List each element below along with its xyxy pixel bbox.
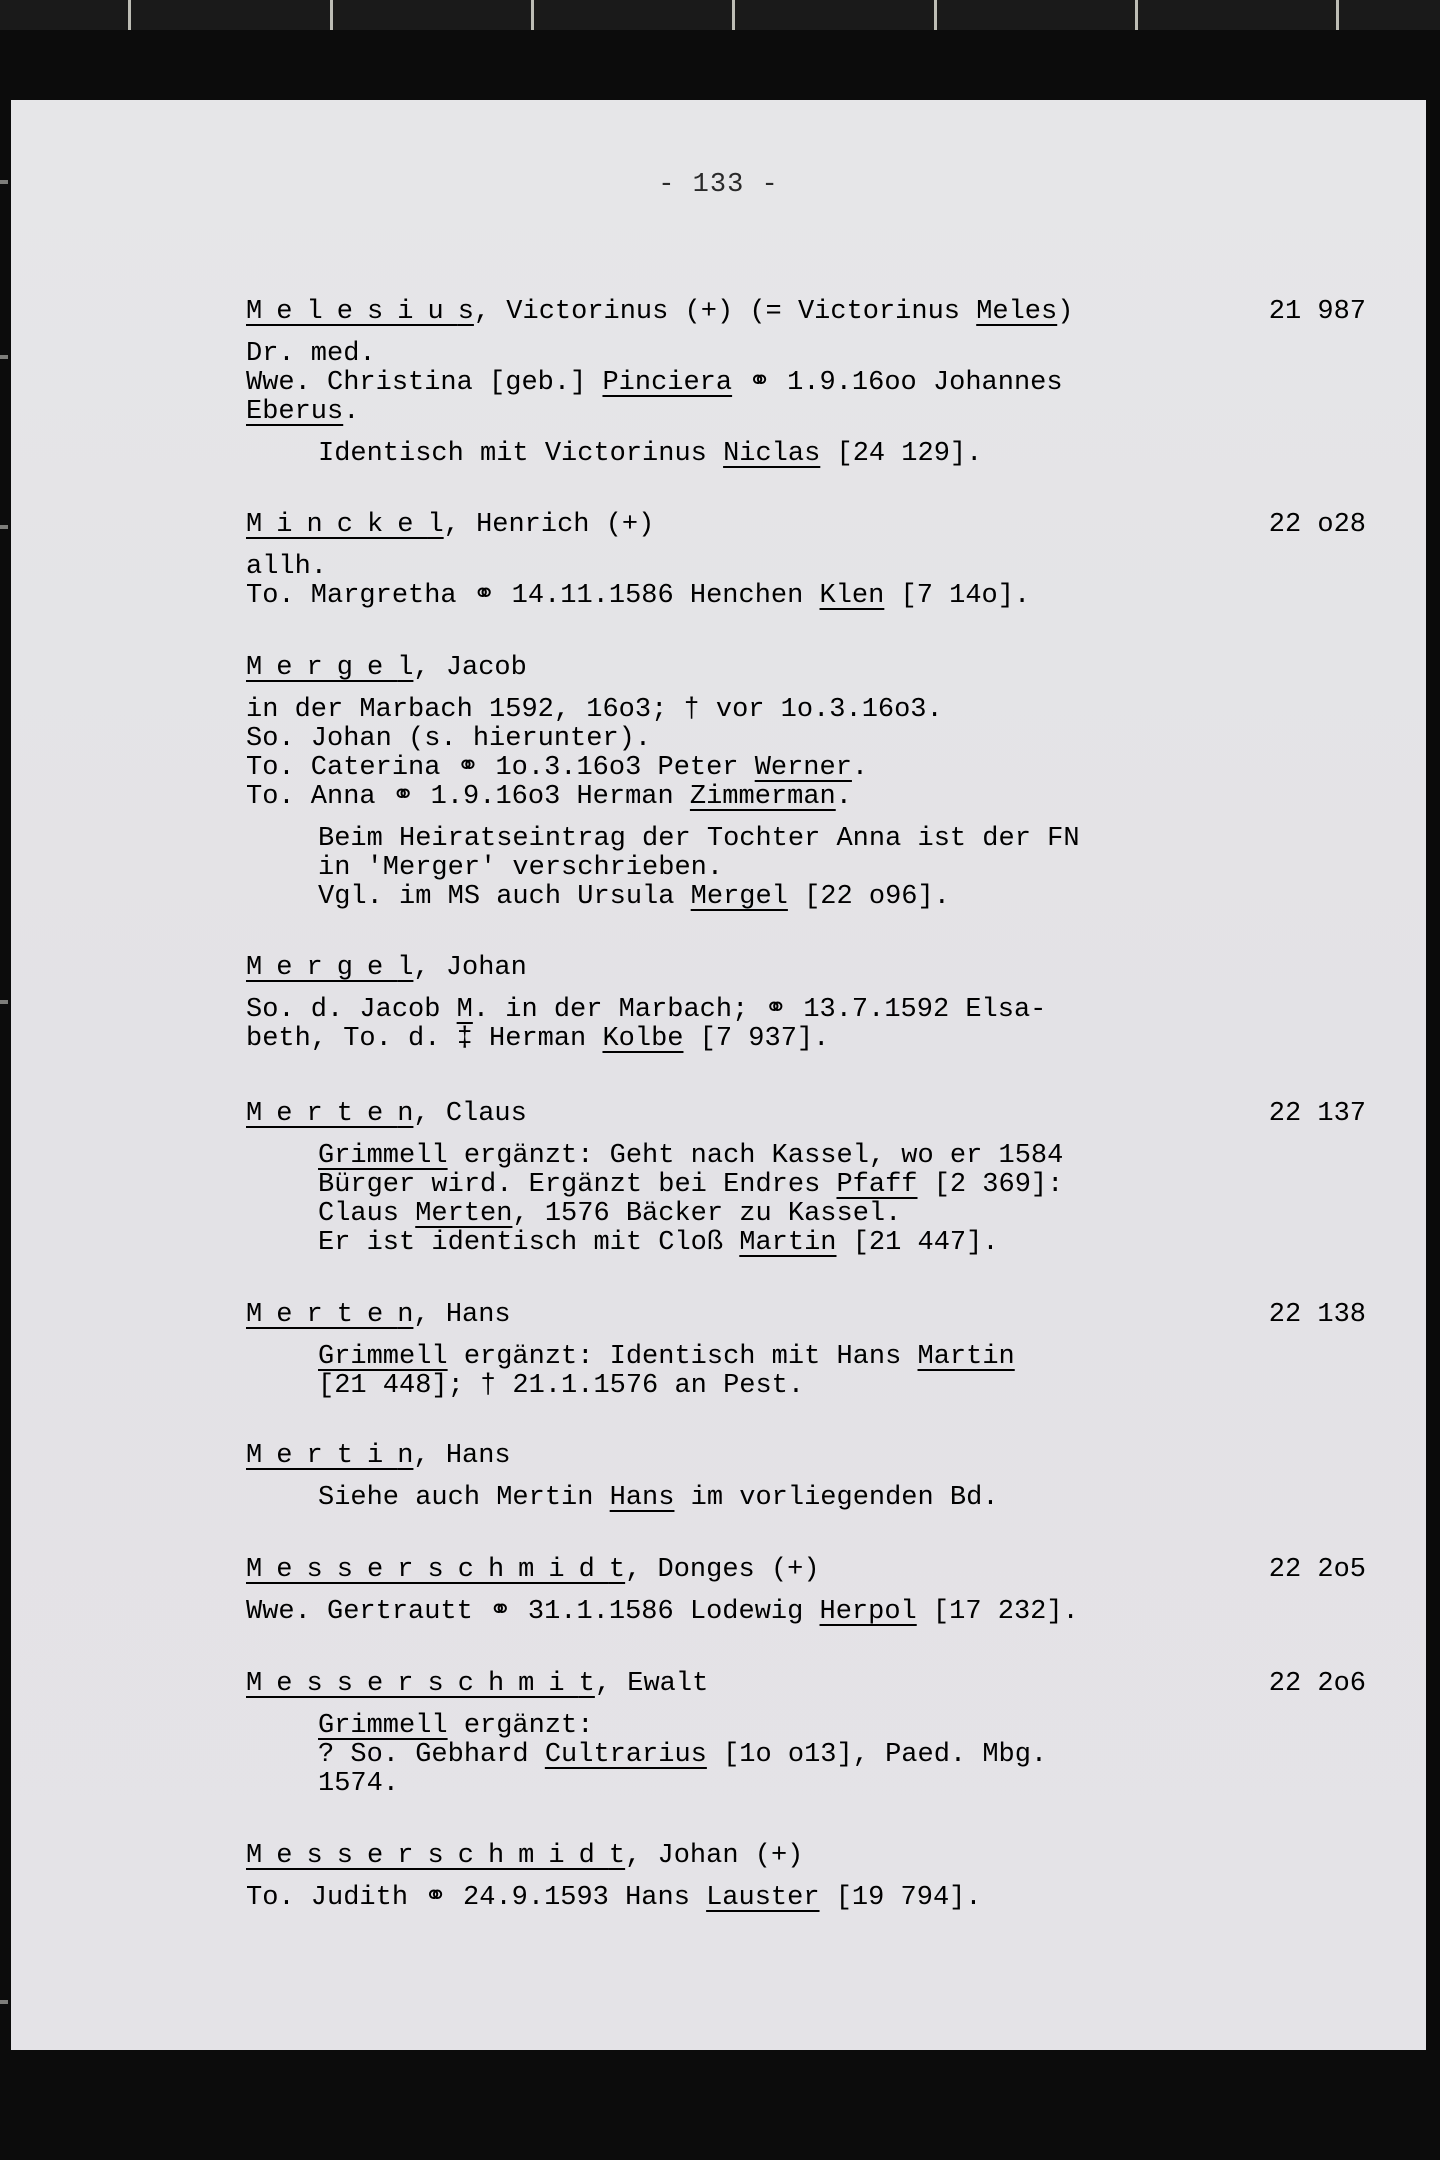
reference-number: 22 138	[1268, 1300, 1366, 1330]
text-line	[246, 1025, 1366, 1054]
surname-letters: Mincke	[246, 510, 428, 540]
given-name: , Claus	[413, 1099, 527, 1129]
underlined-name: Herpol	[819, 1597, 917, 1627]
line-text: ergänzt: Identisch mit Hans	[447, 1342, 918, 1372]
line-text: im vorliegenden Bd.	[674, 1483, 999, 1513]
margin-tick	[0, 2000, 8, 2004]
line-text: [2 369]:	[917, 1170, 1064, 1200]
entry	[246, 1556, 1366, 1627]
surname	[246, 510, 444, 540]
underlined-name: Mergel	[690, 882, 788, 912]
entry-heading	[246, 1556, 1366, 1585]
underlined-name: Martin	[739, 1228, 837, 1258]
text-line	[246, 1741, 1366, 1770]
surname-last-letter: l	[397, 953, 414, 983]
alias-surname: Meles	[976, 297, 1058, 327]
surname-last-letter: l	[397, 653, 414, 683]
given-tail: )	[1057, 297, 1074, 327]
surname	[246, 1555, 625, 1585]
underlined-name: Cultrarius	[544, 1740, 707, 1770]
text-line	[246, 1229, 1366, 1258]
line-text: ergänzt: Geht nach Kassel, wo er 1584	[447, 1141, 1064, 1171]
line-text: [19 794].	[819, 1883, 982, 1913]
surname	[246, 1300, 413, 1330]
surname	[246, 1099, 413, 1129]
line-text: To. Anna ⚭ 1.9.16o3 Herman	[246, 782, 690, 812]
given-name: , Hans	[413, 1300, 511, 1330]
surname-last-letter: n	[397, 1099, 414, 1129]
line-text: To. Margretha ⚭ 14.11.1586 Henchen	[246, 581, 820, 611]
line-text: ⚭ 1.9.16oo Johannes	[732, 368, 1063, 398]
line-text: [21 447].	[836, 1228, 999, 1258]
text-line	[246, 754, 1366, 783]
entry-heading	[246, 298, 1366, 327]
given-name: , Hans	[413, 1441, 511, 1471]
line-text: Vgl. im MS auch Ursula	[318, 882, 691, 912]
entry	[246, 1842, 1366, 1913]
text-line	[246, 1142, 1366, 1171]
surname	[246, 297, 474, 327]
underlined-name: Zimmerman	[689, 782, 836, 812]
line-text: [21 448]; † 21.1.1576 an Pest.	[318, 1371, 805, 1401]
line-text: in 'Merger' verschrieben.	[318, 853, 724, 883]
line-text: [24 129].	[820, 439, 983, 469]
line-text: . in der Marbach; ⚭ 13.7.1592 Elsa-	[472, 995, 1047, 1025]
entry	[246, 298, 1366, 469]
line-text: [7 937].	[683, 1024, 830, 1054]
entry	[246, 511, 1366, 611]
given-name: , Donges (+)	[625, 1555, 820, 1585]
text-line	[246, 340, 1366, 369]
text-line	[246, 582, 1366, 611]
underlined-name: Werner	[754, 753, 852, 783]
surname-letters: Merte	[246, 1099, 398, 1129]
line-text: [1o o13], Paed. Mbg.	[706, 1740, 1048, 1770]
margin-tick	[0, 180, 8, 184]
underlined-name: Klen	[819, 581, 885, 611]
given-name: , Ewalt	[594, 1669, 709, 1699]
surname	[246, 953, 413, 983]
surname	[246, 1669, 595, 1699]
reference-number: 22 137	[1268, 1099, 1366, 1129]
text-line	[246, 1171, 1366, 1200]
reference-number: 22 2o5	[1268, 1555, 1366, 1585]
surname-letters: Merge	[246, 653, 398, 683]
surname-last-letter: n	[397, 1441, 414, 1471]
surname-letters: Messerschmid	[246, 1555, 609, 1585]
reference-number: 22 o28	[1268, 510, 1366, 540]
text-line	[246, 996, 1366, 1025]
text-line	[246, 553, 1366, 582]
surname-letters: Melesiu	[246, 297, 458, 327]
text-line	[246, 369, 1366, 398]
underlined-name: Martin	[917, 1342, 1015, 1372]
text-line	[246, 1200, 1366, 1229]
text-line	[246, 440, 1366, 469]
given-name: , Johan (+)	[625, 1841, 804, 1871]
text-line	[246, 825, 1366, 854]
text-line	[246, 883, 1366, 912]
scanner-strip	[0, 0, 1440, 30]
line-text: Wwe. Gertrautt ⚭ 31.1.1586 Lodewig	[246, 1597, 820, 1627]
reference-number: 21 987	[1268, 297, 1366, 327]
margin-tick	[0, 525, 8, 529]
entry-heading	[246, 511, 1366, 540]
text-line	[246, 1598, 1366, 1627]
line-text: .	[835, 782, 852, 812]
underlined-name: Grimmell	[318, 1711, 448, 1741]
line-text: Siehe auch Mertin	[318, 1483, 610, 1513]
line-text: So. d. Jacob	[246, 995, 457, 1025]
line-text: Claus	[318, 1199, 416, 1229]
entry	[246, 1670, 1366, 1799]
line-text: , 1576 Bäcker zu Kassel.	[512, 1199, 902, 1229]
underlined-name: Niclas	[723, 439, 821, 469]
underlined-name: Merten	[415, 1199, 513, 1229]
surname-last-letter: t	[578, 1669, 595, 1699]
ruler-tick	[732, 0, 735, 30]
text-line	[246, 725, 1366, 754]
page-shadow	[1426, 100, 1440, 2050]
line-text: [7 14o].	[884, 581, 1031, 611]
line-text: Wwe. Christina [geb.]	[246, 368, 603, 398]
line-text: [17 232].	[916, 1597, 1079, 1627]
line-text: in der Marbach 1592, 16o3; † vor 1o.3.16o3.	[246, 695, 943, 725]
text-line	[246, 854, 1366, 883]
entry-heading	[246, 1442, 1366, 1471]
surname-last-letter: l	[427, 510, 444, 540]
entry	[246, 654, 1366, 912]
surname-last-letter: s	[457, 297, 474, 327]
line-text: .	[343, 397, 360, 427]
given-name: , Henrich (+)	[443, 510, 655, 540]
line-text: .	[851, 753, 869, 783]
given-name: , Johan	[413, 953, 527, 983]
entry	[246, 1301, 1366, 1401]
surname-letters: Merge	[246, 953, 398, 983]
ruler-tick	[1336, 0, 1339, 30]
surname-letters: Messerschmi	[246, 1669, 579, 1699]
entry	[246, 1442, 1366, 1513]
underlined-name: Pfaff	[836, 1170, 918, 1200]
line-text: ergänzt:	[447, 1711, 594, 1741]
surname-last-letter: n	[397, 1300, 414, 1330]
text-line	[246, 1884, 1366, 1913]
entry-heading	[246, 1842, 1366, 1871]
line-text: allh.	[246, 552, 328, 582]
surname-letters: Merte	[246, 1300, 398, 1330]
line-text: To. Judith ⚭ 24.9.1593 Hans	[246, 1883, 707, 1913]
line-text: Bürger wird. Ergänzt bei Endres	[318, 1170, 837, 1200]
line-text: Identisch mit Victorinus	[318, 439, 724, 469]
surname	[246, 1841, 625, 1871]
ruler-tick	[330, 0, 333, 30]
text-line	[246, 696, 1366, 725]
line-text: So. Johan (s. hierunter).	[246, 724, 652, 754]
margin-tick	[0, 355, 8, 359]
ruler-tick	[1135, 0, 1138, 30]
surname	[246, 1441, 413, 1471]
entry-heading	[246, 1670, 1366, 1699]
entry	[246, 1100, 1366, 1258]
line-text: [22 o96].	[787, 882, 950, 912]
underlined-name: Grimmell	[318, 1141, 448, 1171]
line-text: Beim Heiratseintrag der Tochter Anna ist der FN	[318, 824, 1080, 854]
line-text: Er ist identisch mit Cloß	[318, 1228, 740, 1258]
underlined-name: Hans	[609, 1483, 675, 1513]
text-line	[246, 1372, 1366, 1401]
surname	[246, 653, 413, 683]
reference-number: 22 2o6	[1268, 1669, 1366, 1699]
text-line	[246, 1484, 1366, 1513]
underlined-name: Pinciera	[602, 368, 733, 398]
underlined-name: M	[456, 995, 473, 1025]
text-line	[246, 783, 1366, 812]
surname-letters: Merti	[246, 1441, 398, 1471]
given-name: , Jacob	[413, 653, 527, 683]
ruler-tick	[934, 0, 937, 30]
line-text: Dr. med.	[246, 339, 376, 369]
ruler-tick	[531, 0, 534, 30]
margin-tick	[0, 1000, 8, 1004]
line-text: 1574.	[318, 1769, 400, 1799]
underlined-name: Eberus	[246, 397, 344, 427]
surname-last-letter: t	[608, 1841, 626, 1871]
surname-last-letter: t	[608, 1555, 626, 1585]
entry	[246, 954, 1366, 1054]
entry-heading	[246, 654, 1366, 683]
text-line	[246, 1712, 1366, 1741]
entry-heading	[246, 1100, 1366, 1129]
entry-heading	[246, 1301, 1366, 1330]
page-number: - 133 -	[658, 170, 779, 200]
underlined-name: Lauster	[706, 1883, 820, 1913]
text-line	[246, 1770, 1366, 1799]
underlined-name: Kolbe	[602, 1024, 684, 1054]
line-text: ? So. Gebhard	[318, 1740, 545, 1770]
ruler-tick	[128, 0, 131, 30]
text-line	[246, 398, 1366, 427]
entry-heading	[246, 954, 1366, 983]
line-text: beth, To. d. ‡ Herman	[246, 1024, 603, 1054]
line-text: To. Caterina ⚭ 1o.3.16o3 Peter	[246, 753, 755, 783]
surname-letters: Messerschmid	[246, 1841, 609, 1871]
text-line	[246, 1343, 1366, 1372]
underlined-name: Grimmell	[318, 1342, 448, 1372]
given-name: , Victorinus (+) (= Victorinus	[473, 297, 977, 327]
